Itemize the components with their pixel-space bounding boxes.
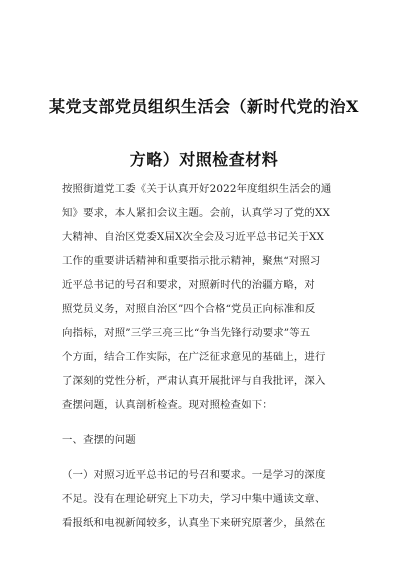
body-line-2: 知》要求，本人紧扣会议主题。会前，认真学习了党的XX [62,207,331,219]
body-line-10: 查摆问题，认真剖析检查。现对照检查如下： [62,399,273,411]
body-line-9: 了深刻的党性分析，严肃认真开展批评与自我批评，深入 [62,375,326,387]
body-line-4: 工作的重要讲话精神和重要指示批示精神，聚焦“对照习 [62,255,321,267]
body-line-6: 照党员义务，对照自治区”四个合格“党员正向标准和反 [62,303,316,315]
body-line-7: 向指标，对照”三学三亮三比“争当先锋行动要求”等五 [62,327,311,339]
document-title-line-2: 方略）对照检查材料 [129,150,279,169]
subsection-line-1: （一）对照习近平总书记的号召和要求。一是学习的深度 [62,469,326,481]
subsection-line-2: 不足。没有在理论研究上下功夫，学习中集中通读文章、 [62,493,326,505]
subsection-line-3: 看报纸和电视新闻较多，认真坐下来研究原著少，虽然在 [62,517,326,529]
body-line-1: 按照街道党工委《关于认真开好2022年度组织生活会的通 [62,183,332,195]
body-line-3: 大精神、自治区党委X届X次全会及习近平总书记关于XX [62,231,325,243]
body-line-8: 个方面，结合工作实际，在广泛征求意见的基础上，进行 [62,351,326,363]
document-title-line-1: 某党支部党员组织生活会（新时代党的治X [49,97,359,116]
body-line-5: 近平总书记的号召和要求，对照新时代的治疆方略，对 [62,279,315,291]
section-heading: 一、查摆的问题 [62,434,136,446]
